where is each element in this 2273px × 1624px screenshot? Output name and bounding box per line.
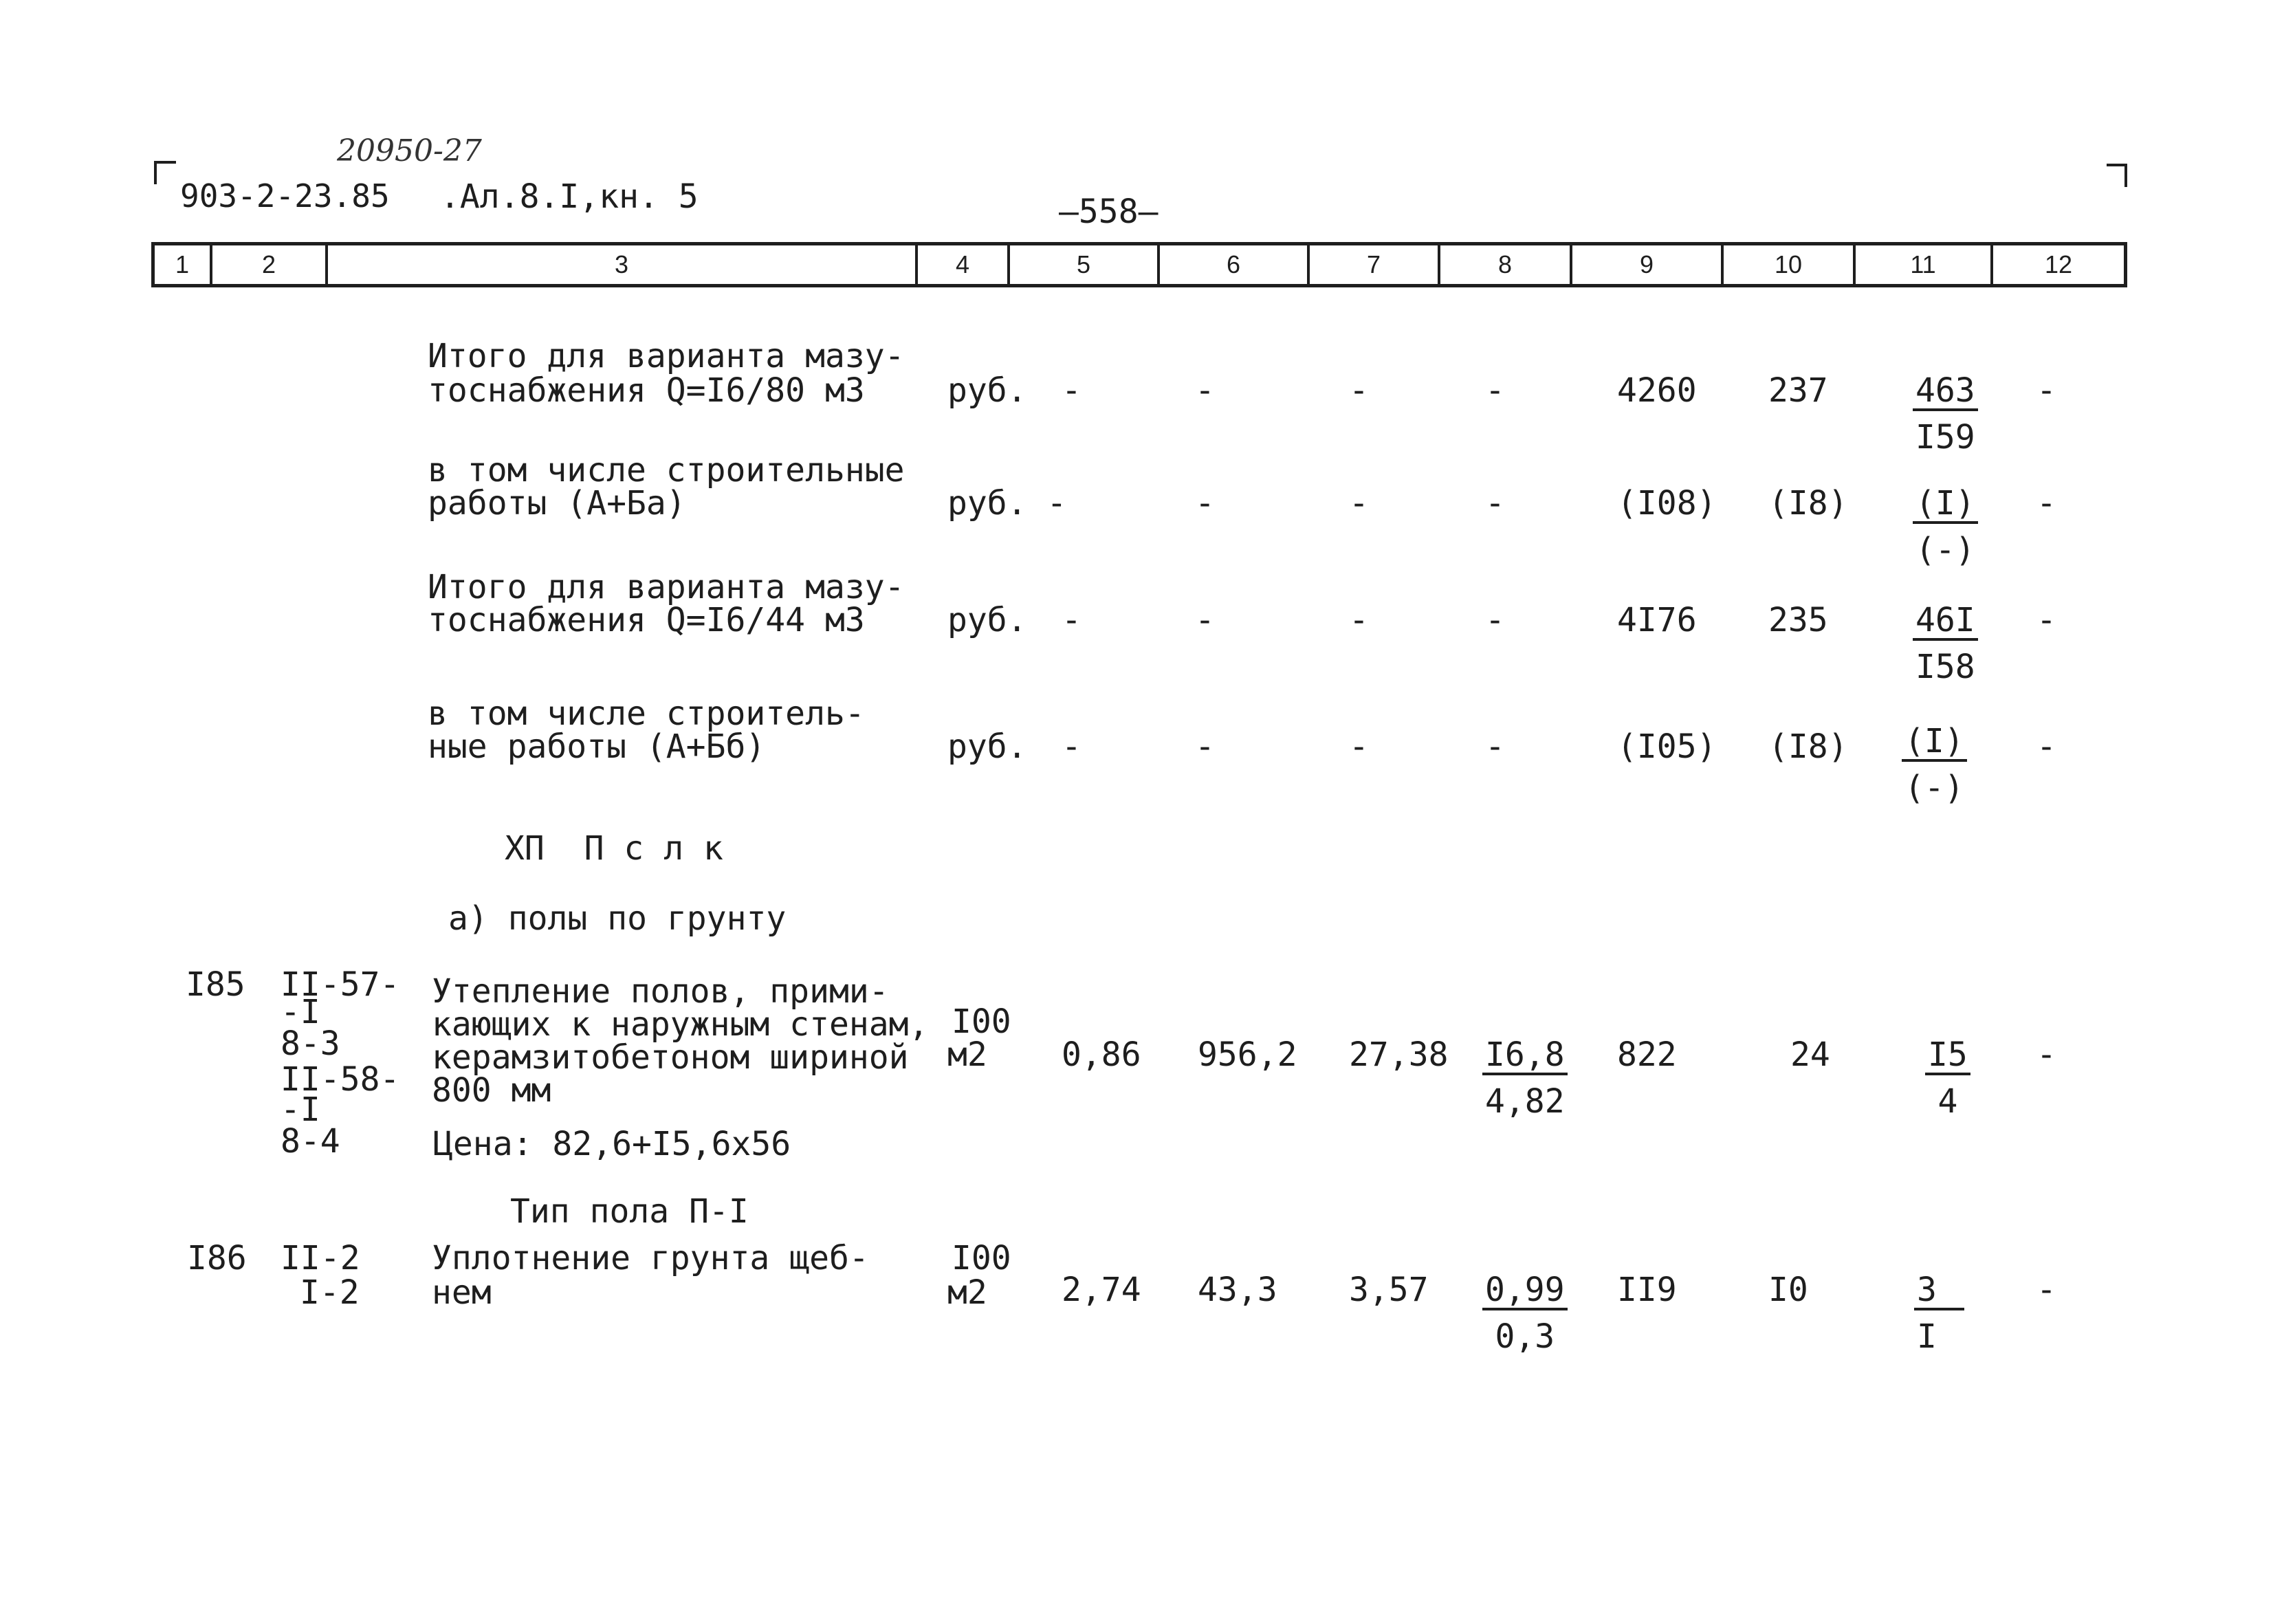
summary-row-2-col12: - [2036, 484, 2056, 523]
summary-row-1-col5: - [1062, 371, 1081, 410]
item-186-code-1: II-2 [281, 1239, 360, 1277]
summary-row-1-col6: - [1195, 371, 1215, 410]
summary-row-3-col10: 235 [1768, 601, 1828, 639]
summary-row-4-col12: - [2036, 727, 2056, 766]
summary-row-1-col12: - [2036, 371, 2056, 410]
item-185-code-2: -I [281, 993, 320, 1031]
doc-code: 903-2-23.85 [180, 177, 390, 215]
item-186-unit-line-2: м2 [947, 1273, 987, 1312]
item-186-unit-line-1: I00 [952, 1239, 1011, 1277]
section-title: XП П с л к [505, 829, 723, 868]
item-186-col12: - [2036, 1271, 2056, 1309]
summary-row-2-col7: - [1349, 484, 1369, 523]
summary-row-2-unit: руб. - [947, 484, 1067, 523]
col-header-11: 11 [1856, 245, 1993, 284]
item-185-number: I85 [186, 965, 245, 1004]
corner-mark-left [153, 160, 180, 187]
col-header-12: 12 [2044, 250, 2073, 278]
item-185-unit-line-1: I00 [952, 1002, 1011, 1041]
item-186-col10: I0 [1768, 1271, 1808, 1309]
item-186-col11-num: 3 [1914, 1273, 1964, 1310]
page-number: —558— [1059, 193, 1159, 231]
summary-row-4-col11-den: (-) [1904, 769, 1964, 807]
summary-row-4-col9: (I05) [1617, 727, 1717, 766]
item-185-col11-den: 4 [1937, 1082, 1958, 1121]
item-185-col7: 27,38 [1349, 1035, 1449, 1074]
col-header-10: 10 [1724, 245, 1856, 284]
item-186-desc-line-1: Уплотнение грунта щеб- [432, 1239, 869, 1277]
item-185-code-1: II-57- [281, 965, 400, 1004]
col-header-2: 2 [212, 245, 328, 284]
summary-row-4-col11-num: (I) [1902, 725, 1967, 762]
item-186-col11-den: I [1917, 1317, 1937, 1356]
item-186-col8 [1482, 1271, 1568, 1356]
floor-type-title: Тип пола П-I [510, 1192, 749, 1231]
column-header-row [151, 242, 2127, 287]
summary-row-4-col10: (I8) [1768, 727, 1848, 766]
summary-row-4-col8: - [1485, 727, 1505, 766]
item-185-desc-line-1: Утепление полов, прими- [432, 972, 889, 1011]
handwritten-number: 20950-27 [337, 133, 482, 168]
summary-row-1-col11-num: 463 [1913, 374, 1978, 411]
col-header-7: 7 [1310, 245, 1440, 284]
summary-row-1-desc-line-2: тоснабжения Q=I6/80 м3 [428, 371, 865, 410]
summary-row-1-col10: 237 [1768, 371, 1828, 410]
summary-row-3-col12: - [2036, 601, 2056, 639]
col-header-1: 1 [155, 245, 212, 284]
subsection-title: а) полы по грунту [448, 899, 787, 938]
summary-row-4-desc-line-2: ные работы (А+Бб) [428, 727, 766, 766]
summary-row-4-col7: - [1349, 727, 1369, 766]
summary-row-2-col8: - [1485, 484, 1505, 523]
summary-row-3-col6: - [1195, 601, 1215, 639]
summary-row-3-col11 [1913, 601, 1978, 686]
summary-row-2-col10: (I8) [1768, 484, 1848, 523]
item-185-desc-line-3: керамзитобетоном шириной [432, 1038, 909, 1077]
summary-row-4-unit: руб. [947, 727, 1027, 766]
summary-row-4-col5: - [1062, 727, 1081, 766]
item-186-col8-num: 0,99 [1482, 1273, 1568, 1310]
item-185-col5: 0,86 [1062, 1035, 1141, 1074]
item-185-col12: - [2036, 1035, 2056, 1074]
summary-row-3-col7: - [1349, 601, 1369, 639]
item-185-code-4: II-58- [281, 1060, 400, 1099]
summary-row-1-col8: - [1485, 371, 1505, 410]
corner-mark-right [2104, 162, 2131, 190]
item-186-col5: 2,74 [1062, 1271, 1141, 1309]
col-header-4: 4 [918, 245, 1010, 284]
summary-row-1-col9: 4260 [1617, 371, 1697, 410]
summary-row-4-col11 [1902, 722, 1967, 807]
summary-row-1-unit: руб. [947, 371, 1027, 410]
summary-row-2-desc-line-2: работы (А+Ба) [428, 484, 686, 523]
summary-row-2-col11 [1913, 484, 1978, 569]
summary-row-1-col11-den: I59 [1915, 418, 1975, 457]
summary-row-2-col6: - [1195, 484, 1215, 523]
col-header-8: 8 [1440, 245, 1572, 284]
summary-row-4-desc-line-1: в том числе строитель- [428, 694, 865, 733]
col-header-5: 5 [1010, 245, 1160, 284]
item-185-code-5: -I [281, 1090, 320, 1129]
item-186-col9: II9 [1617, 1271, 1677, 1309]
item-185-desc-line-4: 800 мм [432, 1071, 551, 1110]
item-186-code-2: I-2 [300, 1273, 360, 1312]
item-185-col6: 956,2 [1198, 1035, 1297, 1074]
item-185-col8-den: 4,82 [1485, 1082, 1565, 1121]
item-185-unit-line-2: м2 [947, 1035, 987, 1074]
summary-row-3-col11-den: I58 [1915, 648, 1975, 686]
summary-row-3-col5: - [1062, 601, 1081, 639]
item-185-col11-num: I5 [1925, 1038, 1970, 1075]
summary-row-3-desc-line-1: Итого для варианта мазу- [428, 568, 905, 606]
summary-row-3-desc-line-2: тоснабжения Q=I6/44 м3 [428, 601, 865, 639]
album-ref: .Ал.8.I,кн. 5 [440, 177, 699, 216]
summary-row-3-unit: руб. [947, 601, 1027, 639]
item-186-desc-line-2: нем [432, 1273, 492, 1312]
item-186-number: I86 [187, 1239, 247, 1277]
item-186-col8-den: 0,3 [1495, 1317, 1555, 1356]
item-185-col11 [1925, 1035, 1970, 1121]
item-186-col6: 43,3 [1198, 1271, 1277, 1309]
summary-row-3-col9: 4I76 [1617, 601, 1697, 639]
item-186-col11 [1914, 1271, 1964, 1356]
summary-row-1-col11 [1913, 371, 1978, 457]
summary-row-1-col7: - [1349, 371, 1369, 410]
item-185-code-6: 8-4 [281, 1122, 340, 1161]
col-header-6: 6 [1160, 245, 1310, 284]
item-185-col10: 24 [1790, 1035, 1830, 1074]
summary-row-2-col9: (I08) [1617, 484, 1717, 523]
summary-row-2-desc-line-1: в том числе строительные [428, 451, 905, 490]
summary-row-1-desc-line-1: Итого для варианта мазу- [428, 337, 905, 375]
summary-row-2-col11-den: (-) [1915, 531, 1975, 569]
item-185-col8 [1482, 1035, 1568, 1121]
summary-row-2-col11-num: (I) [1913, 487, 1978, 524]
item-185-col9: 822 [1617, 1035, 1677, 1074]
item-185-price: Цена: 82,6+I5,6x56 [433, 1125, 791, 1163]
item-186-col7: 3,57 [1349, 1271, 1429, 1309]
item-185-col8-num: I6,8 [1482, 1038, 1568, 1075]
summary-row-3-col11-num: 46I [1913, 604, 1978, 641]
col-header-9: 9 [1572, 245, 1724, 284]
item-185-code-3: 8-3 [281, 1024, 340, 1063]
summary-row-3-col8: - [1485, 601, 1505, 639]
item-185-desc-line-2: кающих к наружным стенам, [432, 1005, 929, 1044]
summary-row-4-col6: - [1195, 727, 1215, 766]
col-header-3: 3 [328, 245, 918, 284]
